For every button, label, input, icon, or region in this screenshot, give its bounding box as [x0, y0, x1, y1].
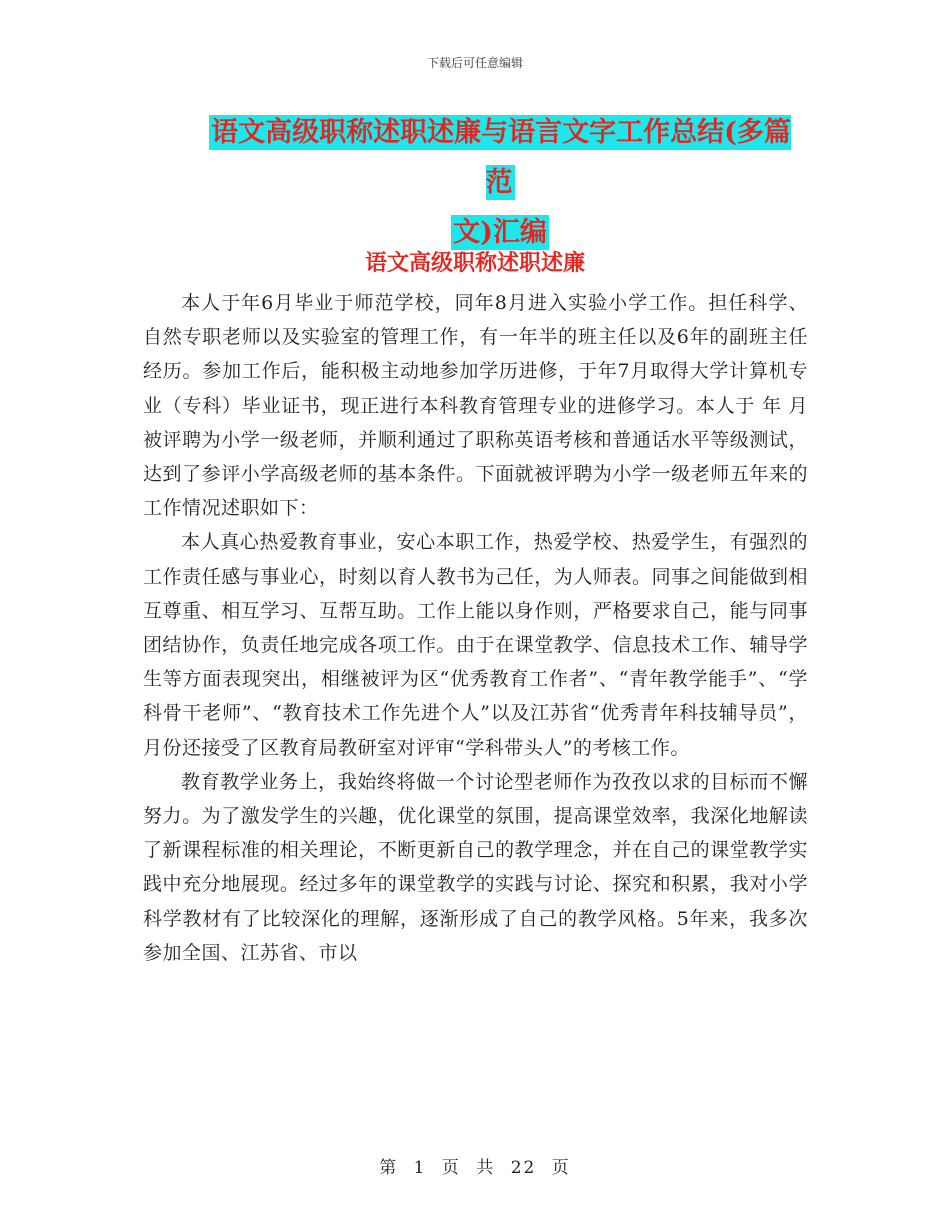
document-title	[200, 108, 800, 258]
footer-total-pages: 22	[510, 1158, 537, 1178]
paragraph: 教育教学业务上，我始终将做一个讨论型老师作为孜孜以求的目标而不懈努力。为了激发学生的兴趣，优化课堂的氛围，提高课堂效率，我深化地解读了新课程标准的相关理论，不断更新自己的教学理念，并在自己的课堂教学实践中充分地展现。经过多年的课堂教学的实践与讨论、探究和积累，我对小学科学教材有了比较深化的理解，逐渐形成了自己的教学风格。5年来，我多次参加全国、江苏省、市以	[143, 770, 808, 964]
footer-prefix: 第	[379, 1158, 399, 1178]
section-title: 语文高级职称述职述廉	[364, 250, 585, 276]
header-note: 下载后可任意编辑	[426, 56, 523, 70]
footer-total-word: 共	[476, 1158, 496, 1178]
footer-page-number: 1	[413, 1158, 427, 1178]
footer-page-word: 页	[441, 1158, 461, 1178]
footer-suffix: 页	[551, 1158, 571, 1178]
body-text	[143, 286, 808, 970]
paragraph: 本人真心热爱教育事业，安心本职工作，热爱学校、热爱学生，有强烈的工作责任感与事业心，时刻以育人教书为己任，为人师表。同事之间能做到相互尊重、相互学习、互帮互助。工作上能以身作则，严格要求自己，能与同事团结协作，负责任地完成各项工作。由于在课堂教学、信息技术工作、辅导学生等方面表现突出，相继被评为区“优秀教育工作者”、“青年教学能手”、“学科骨干老师”、“教育技术工作先进个人”以及江苏省“优秀青年科技辅导员”， 月份还接受了区教育局教研室对评审“学科带头人”的考核工作。	[143, 531, 808, 759]
paragraph: 本人于年6月毕业于师范学校，同年8月进入实验小学工作。担任科学、自然专职老师以及实验室的管理工作，有一年半的班主任以及6年的副班主任经历。参加工作后，能积极主动地参加学历进修，于年7月取得大学计算机专业（专科）毕业证书，现正进行本科教育管理专业的进修学习。本人于 年 月被评聘为小学一级老师，并顺利通过了职称英语考核和普通话水平等级测试，达到了参评小学高级老师的基本条件。下面就被评聘为小学一级老师五年来的工作情况述职如下：	[143, 292, 808, 520]
document-title-line1: 语文高级职称述职述廉与语言文字工作总结(多篇范	[211, 117, 791, 198]
document-title-line2: 文)汇编	[453, 217, 547, 248]
page-footer	[0, 1153, 950, 1178]
